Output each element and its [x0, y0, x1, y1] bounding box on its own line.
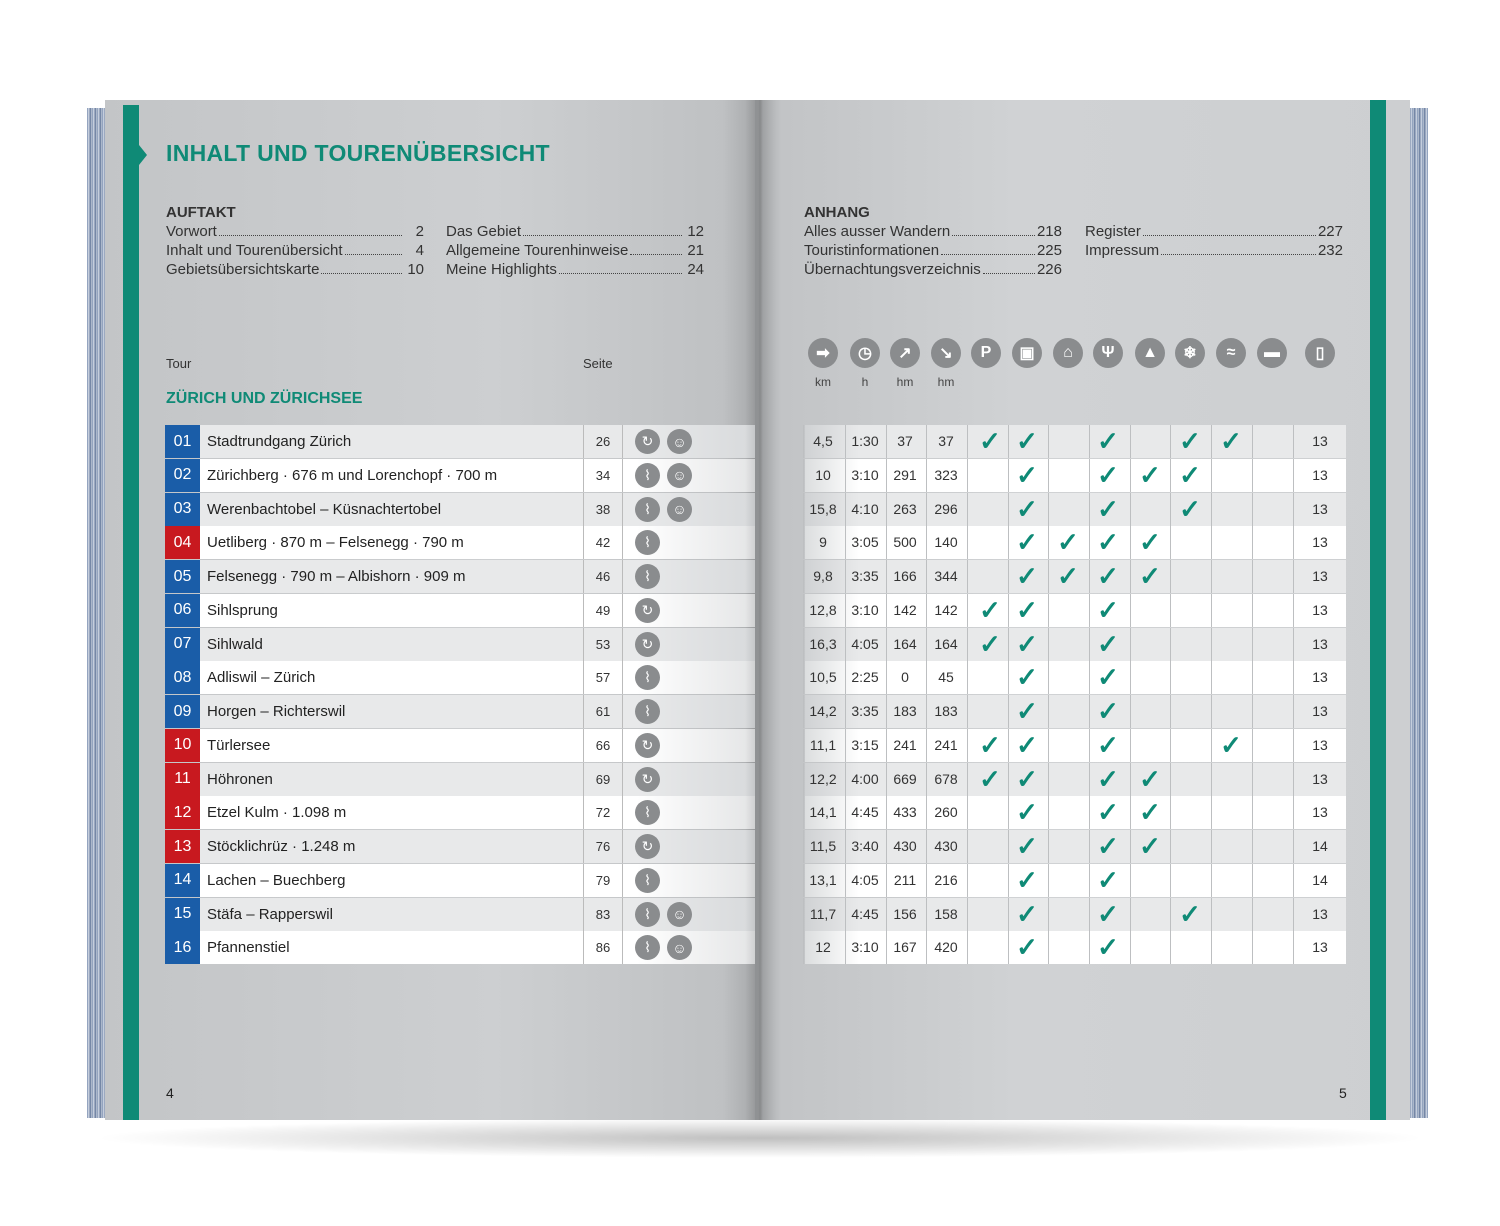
tour-up: 500 — [893, 534, 917, 551]
tour-km: 12 — [815, 939, 831, 956]
tour-km: 9,8 — [813, 568, 833, 584]
check-mark: ✓ — [1016, 459, 1038, 490]
tour-up: 669 — [893, 770, 917, 787]
swimming-icon: ≈ — [1216, 338, 1246, 368]
clock-icon: ◷ — [850, 338, 880, 368]
tour-km: 15,8 — [809, 500, 837, 517]
tour-column-label: Tour — [166, 356, 192, 371]
tour-map: 13 — [1312, 905, 1328, 922]
tour-map: 13 — [1312, 804, 1328, 821]
toc-entry-label: Impressum — [1085, 242, 1160, 259]
tour-map: 13 — [1312, 669, 1328, 686]
toc-entry-label: Alles ausser Wandern — [804, 223, 951, 240]
toc-leader-dots — [952, 235, 1035, 236]
toc-leader-dots — [941, 254, 1035, 255]
tour-km: 13,1 — [809, 871, 837, 888]
tour-name: Uetliberg · 870 m – Felsenegg · 790 m — [207, 534, 464, 552]
tour-h: 4:10 — [851, 500, 879, 517]
tour-up: 263 — [893, 500, 917, 517]
tour-up: 142 — [893, 601, 917, 618]
loop-tour-icon: ↻ — [635, 429, 660, 454]
tour-km: 4,5 — [813, 433, 833, 449]
tour-name: Stöcklichrüz · 1.248 m — [207, 838, 356, 855]
tour-number: 08 — [165, 661, 200, 694]
check-mark: ✓ — [1179, 426, 1201, 456]
tour-name: Türlersee — [207, 736, 271, 754]
toc-leader-dots — [1161, 254, 1316, 255]
unit-label: h — [861, 375, 869, 389]
tour-number: 12 — [165, 796, 200, 829]
check-mark: ✓ — [1179, 459, 1201, 490]
tour-page: 42 — [583, 526, 623, 559]
tour-map: 13 — [1312, 433, 1328, 449]
toc-leader-dots — [983, 273, 1035, 274]
tour-page: 34 — [583, 459, 623, 492]
point-to-point-icon: ⌇ — [635, 530, 660, 555]
tour-up: 211 — [893, 871, 917, 888]
tour-page: 49 — [583, 594, 623, 627]
toc-heading-auftakt: AUFTAKT — [166, 204, 236, 221]
check-mark: ✓ — [1097, 493, 1119, 524]
toc-entry — [166, 260, 424, 279]
check-mark: ✓ — [1016, 426, 1038, 456]
check-mark: ✓ — [1139, 797, 1161, 828]
tour-number: 04 — [165, 526, 200, 559]
summit-icon: ▲ — [1135, 338, 1165, 368]
tour-up: 164 — [893, 635, 917, 652]
tour-map: 13 — [1312, 534, 1328, 551]
tour-h: 3:10 — [851, 939, 879, 956]
check-mark: ✓ — [979, 729, 1001, 760]
kids-friendly-icon: ☺ — [667, 902, 692, 927]
tour-page: 72 — [583, 796, 623, 829]
tour-name: Sihlwald — [207, 635, 263, 653]
tour-page: 61 — [583, 695, 623, 728]
check-mark: ✓ — [1179, 493, 1201, 524]
loop-tour-icon: ↻ — [635, 834, 660, 859]
toc-entry — [446, 241, 704, 260]
toc-entry-label: Gebietsübersichtskarte — [166, 261, 320, 278]
toc-leader-dots — [219, 235, 402, 236]
toc-entry-page: 232 — [1317, 242, 1343, 259]
tour-number: 06 — [165, 594, 200, 627]
check-mark: ✓ — [1097, 864, 1119, 895]
loop-tour-icon: ↻ — [635, 632, 660, 657]
tour-page: 26 — [583, 425, 623, 458]
tour-up: 166 — [893, 568, 917, 584]
toc-entry — [804, 222, 1062, 241]
toc-entry-page: 227 — [1317, 223, 1343, 240]
spine-shadow — [745, 100, 775, 1120]
tour-km: 10,5 — [809, 669, 837, 686]
tour-number: 01 — [165, 425, 200, 458]
tour-page: 83 — [583, 898, 623, 931]
check-mark: ✓ — [1220, 426, 1242, 456]
tour-name: Pfannenstiel — [207, 939, 290, 957]
tour-down: 164 — [934, 635, 958, 652]
check-mark: ✓ — [1016, 594, 1038, 625]
tour-km: 16,3 — [809, 635, 837, 652]
point-to-point-icon: ⌇ — [635, 800, 660, 825]
toc-entry — [446, 222, 704, 241]
tour-page: 38 — [583, 493, 623, 526]
toc-entry-page: 24 — [687, 261, 704, 278]
tour-h: 3:10 — [851, 466, 879, 483]
tour-map: 13 — [1312, 770, 1328, 787]
tour-up: 167 — [893, 939, 917, 956]
ascent-icon: ↗ — [890, 338, 920, 368]
check-mark: ✓ — [1139, 459, 1161, 490]
page-edges-left — [87, 108, 107, 1118]
toc-anhang-col1 — [804, 222, 1062, 279]
tour-h: 4:45 — [851, 804, 879, 821]
toc-auftakt-col1 — [166, 222, 424, 279]
tour-page: 69 — [583, 763, 623, 796]
tour-down: 45 — [938, 669, 954, 686]
point-to-point-icon: ⌇ — [635, 935, 660, 960]
tour-down: 344 — [934, 568, 958, 584]
tour-h: 4:05 — [851, 635, 879, 652]
check-mark: ✓ — [1097, 561, 1119, 591]
page-edges-right — [1408, 108, 1428, 1118]
bus-icon: ▣ — [1012, 338, 1042, 368]
tour-down: 260 — [934, 804, 958, 821]
unit-label: hm — [896, 375, 914, 389]
check-mark: ✓ — [1139, 527, 1161, 558]
check-mark: ✓ — [1016, 729, 1038, 760]
check-mark: ✓ — [1097, 898, 1119, 929]
tour-km: 11,1 — [809, 736, 837, 753]
check-mark: ✓ — [1097, 426, 1119, 456]
tour-name: Stadtrundgang Zürich — [207, 433, 352, 450]
distance-icon: ➡ — [808, 338, 838, 368]
tour-page: 76 — [583, 830, 623, 863]
check-mark: ✓ — [1097, 628, 1119, 659]
tour-km: 11,7 — [809, 905, 837, 922]
tour-down: 323 — [934, 466, 958, 483]
tour-map: 13 — [1312, 466, 1328, 483]
check-mark: ✓ — [1016, 797, 1038, 828]
tour-down: 678 — [934, 770, 958, 787]
winter-icon: ❄ — [1175, 338, 1205, 368]
tour-name: Stäfa – Rapperswil — [207, 905, 333, 923]
point-to-point-icon: ⌇ — [635, 902, 660, 927]
tour-down: 142 — [934, 601, 958, 618]
tour-map: 14 — [1312, 871, 1328, 888]
tour-map: 13 — [1312, 703, 1328, 719]
toc-entry-page: 4 — [415, 242, 424, 259]
tour-number: 09 — [165, 695, 200, 728]
tour-down: 183 — [934, 703, 958, 719]
check-mark: ✓ — [1097, 763, 1119, 794]
tour-down: 216 — [934, 871, 958, 888]
check-mark: ✓ — [979, 763, 1001, 794]
tour-down: 37 — [938, 433, 954, 449]
check-mark: ✓ — [1016, 561, 1038, 591]
kids-friendly-icon: ☺ — [667, 497, 692, 522]
unit-label: hm — [937, 375, 955, 389]
check-mark: ✓ — [1016, 932, 1038, 963]
toc-entry-label: Vorwort — [166, 223, 217, 240]
check-mark: ✓ — [1097, 527, 1119, 558]
tour-km: 12,8 — [809, 601, 837, 618]
check-mark: ✓ — [1016, 864, 1038, 895]
section-heading: ZÜRICH UND ZÜRICHSEE — [166, 390, 363, 407]
tour-km: 10 — [815, 466, 831, 483]
loop-tour-icon: ↻ — [635, 767, 660, 792]
tour-down: 158 — [934, 905, 958, 922]
tour-map: 14 — [1312, 838, 1328, 854]
tour-h: 2:25 — [851, 669, 879, 686]
tour-page: 46 — [583, 560, 623, 593]
seite-column-label: Seite — [583, 356, 613, 371]
toc-leader-dots — [1143, 235, 1316, 236]
check-mark: ✓ — [1016, 696, 1038, 726]
tour-number: 05 — [165, 560, 200, 593]
tour-up: 0 — [901, 669, 909, 686]
toc-anhang-col2 — [1085, 222, 1343, 260]
toc-entry — [166, 222, 424, 241]
tour-name: Horgen – Richterswil — [207, 703, 346, 720]
check-mark: ✓ — [1016, 527, 1038, 558]
check-mark: ✓ — [1097, 729, 1119, 760]
check-mark: ✓ — [979, 594, 1001, 625]
toc-auftakt-col2 — [446, 222, 704, 279]
tour-page: 86 — [583, 931, 623, 964]
tour-up: 183 — [893, 703, 917, 719]
check-mark: ✓ — [1097, 662, 1119, 693]
tour-h: 3:05 — [851, 534, 879, 551]
tour-name: Etzel Kulm · 1.098 m — [207, 804, 347, 822]
toc-leader-dots — [630, 254, 682, 255]
tour-number: 03 — [165, 493, 200, 526]
toc-leader-dots — [523, 235, 682, 236]
tour-km: 11,5 — [809, 838, 837, 854]
check-mark: ✓ — [1179, 898, 1201, 929]
tour-km: 12,2 — [809, 770, 837, 787]
toc-leader-dots — [345, 254, 402, 255]
tour-name: Lachen – Buechberg — [207, 871, 346, 889]
tour-km: 9 — [819, 534, 827, 551]
tour-down: 241 — [934, 736, 958, 753]
toc-leader-dots — [559, 273, 682, 274]
tour-h: 4:05 — [851, 871, 879, 888]
point-to-point-icon: ⌇ — [635, 868, 660, 893]
toc-entry-page: 225 — [1036, 242, 1062, 259]
toc-entry-page: 12 — [687, 223, 704, 240]
check-mark: ✓ — [1139, 831, 1161, 861]
tour-page: 53 — [583, 628, 623, 661]
left-green-bar — [123, 105, 139, 1120]
tour-up: 291 — [893, 466, 917, 483]
check-mark: ✓ — [1016, 831, 1038, 861]
check-mark: ✓ — [1016, 628, 1038, 659]
toc-entry-page: 226 — [1036, 261, 1062, 278]
point-to-point-icon: ⌇ — [635, 463, 660, 488]
tour-h: 3:10 — [851, 601, 879, 618]
toc-entry-label: Register — [1085, 223, 1141, 240]
cable-car-icon: ⌂ — [1053, 338, 1083, 368]
tour-up: 433 — [893, 804, 917, 821]
parking-icon: P — [971, 338, 1001, 368]
tour-number: 13 — [165, 830, 200, 863]
toc-entry — [166, 241, 424, 260]
kids-friendly-icon: ☺ — [667, 429, 692, 454]
kids-friendly-icon: ☺ — [667, 463, 692, 488]
tour-km: 14,2 — [809, 703, 837, 719]
tour-page: 79 — [583, 864, 623, 897]
tour-up: 156 — [893, 905, 917, 922]
tour-number: 16 — [165, 931, 200, 964]
accommodation-icon: ▬ — [1257, 338, 1287, 368]
tour-down: 420 — [934, 939, 958, 956]
toc-entry-label: Übernachtungsverzeichnis — [804, 261, 981, 278]
tour-map: 13 — [1312, 500, 1328, 517]
point-to-point-icon: ⌇ — [635, 699, 660, 724]
toc-entry-label: Meine Highlights — [446, 261, 557, 278]
check-mark: ✓ — [1097, 696, 1119, 726]
tour-name: Zürichberg · 676 m und Lorenchopf · 700 m — [207, 466, 498, 484]
loop-tour-icon: ↻ — [635, 598, 660, 623]
toc-leader-dots — [321, 273, 402, 274]
restaurant-icon: Ψ — [1093, 338, 1123, 368]
check-mark: ✓ — [1139, 763, 1161, 794]
tour-h: 3:35 — [851, 703, 879, 719]
tour-page: 57 — [583, 661, 623, 694]
check-mark: ✓ — [1220, 729, 1242, 760]
check-mark: ✓ — [1139, 561, 1161, 591]
tour-map: 13 — [1312, 635, 1328, 652]
right-green-bar — [1370, 100, 1386, 1120]
toc-entry-label: Inhalt und Tourenübersicht — [166, 242, 343, 259]
point-to-point-icon: ⌇ — [635, 564, 660, 589]
descent-icon: ↘ — [931, 338, 961, 368]
check-mark: ✓ — [1097, 797, 1119, 828]
check-mark: ✓ — [1097, 594, 1119, 625]
tour-map: 13 — [1312, 601, 1328, 618]
toc-entry-label: Touristinformationen — [804, 242, 940, 259]
page-number-left: 4 — [166, 1085, 174, 1101]
toc-heading-anhang: ANHANG — [804, 204, 870, 221]
tour-number: 15 — [165, 898, 200, 931]
check-mark: ✓ — [979, 426, 1001, 456]
tour-number: 07 — [165, 628, 200, 661]
page-number-right: 5 — [1339, 1085, 1347, 1101]
page-title: INHALT UND TOURENÜBERSICHT — [166, 140, 550, 166]
point-to-point-icon: ⌇ — [635, 497, 660, 522]
toc-entry — [446, 260, 704, 279]
tour-number: 10 — [165, 729, 200, 762]
toc-entry — [804, 241, 1062, 260]
toc-entry-page: 10 — [407, 261, 424, 278]
check-mark: ✓ — [1016, 898, 1038, 929]
toc-entry-label: Allgemeine Tourenhinweise — [446, 242, 629, 259]
tour-number: 14 — [165, 864, 200, 897]
tour-down: 296 — [934, 500, 958, 517]
tour-name: Werenbachtobel – Küsnachtertobel — [207, 500, 442, 518]
toc-entry — [1085, 222, 1343, 241]
tour-name: Felsenegg · 790 m – Albishorn · 909 m — [207, 568, 466, 585]
toc-entry-label: Das Gebiet — [446, 223, 522, 240]
check-mark: ✓ — [1097, 932, 1119, 963]
tour-h: 4:45 — [851, 905, 879, 922]
check-mark: ✓ — [1097, 831, 1119, 861]
check-mark: ✓ — [1016, 493, 1038, 524]
toc-entry — [1085, 241, 1343, 260]
check-mark: ✓ — [1057, 527, 1079, 558]
tour-h: 4:00 — [851, 770, 879, 787]
tour-name: Sihlsprung — [207, 601, 278, 619]
toc-entry-page: 21 — [687, 242, 704, 259]
tour-h: 3:15 — [851, 736, 879, 753]
kids-friendly-icon: ☺ — [667, 935, 692, 960]
map-icon: ▯ — [1305, 338, 1335, 368]
tour-down: 430 — [934, 838, 958, 854]
tour-h: 1:30 — [851, 433, 879, 449]
tour-up: 241 — [893, 736, 917, 753]
tour-name: Höhronen — [207, 770, 273, 788]
tour-name: Adliswil – Zürich — [207, 669, 316, 687]
tour-down: 140 — [934, 534, 958, 551]
toc-entry-page: 2 — [415, 223, 424, 240]
tour-page: 66 — [583, 729, 623, 762]
tour-map: 13 — [1312, 939, 1328, 956]
check-mark: ✓ — [1016, 763, 1038, 794]
tour-h: 3:40 — [851, 838, 879, 854]
tour-km: 14,1 — [809, 804, 837, 821]
tour-h: 3:35 — [851, 568, 879, 584]
toc-entry — [804, 260, 1062, 279]
toc-entry-page: 218 — [1036, 223, 1062, 240]
tour-number: 11 — [165, 763, 200, 796]
tour-map: 13 — [1312, 568, 1328, 584]
check-mark: ✓ — [1016, 662, 1038, 693]
tour-map: 13 — [1312, 736, 1328, 753]
check-mark: ✓ — [1057, 561, 1079, 591]
tour-up: 430 — [893, 838, 917, 854]
unit-label: km — [815, 375, 831, 389]
loop-tour-icon: ↻ — [635, 733, 660, 758]
tour-up: 37 — [897, 433, 913, 449]
tour-number: 02 — [165, 459, 200, 492]
check-mark: ✓ — [979, 628, 1001, 659]
point-to-point-icon: ⌇ — [635, 665, 660, 690]
check-mark: ✓ — [1097, 459, 1119, 490]
